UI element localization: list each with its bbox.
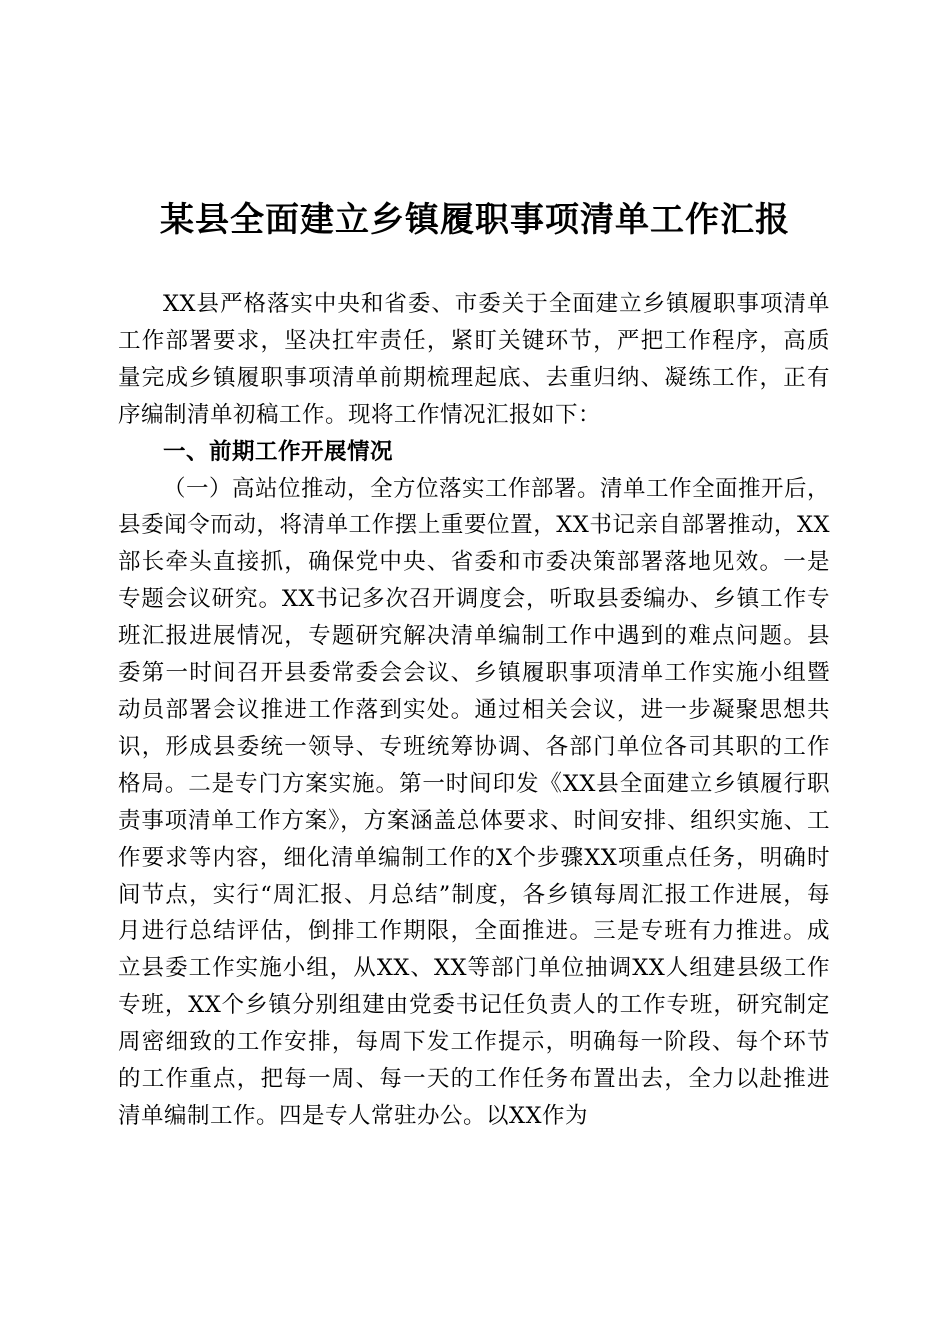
section-paragraph: （一）高站位推动，全方位落实工作部署。清单工作全面推开后，县委闻令而动，将清单工作摆上重要位置，XX书记亲自部署推动，XX部长牵头直接抓，确保党中央、省委和市委决策部署落地见效。一是专题会议研究。XX书记多次召开调度会，听取县委编办、乡镇工作专班汇报进展情况，专题研究解决清单编制工作中遇到的难点问题。县委第一时间召开县委常委会会议、乡镇履职事项清单工作实施小组暨动员部署会议推进工作落到实处。通过相关会议，进一步凝聚思想共识，形成县委统一领导、专班统筹协调、各部门单位各司其职的工作格局。二是专门方案实施。第一时间印发《XX县全面建立乡镇履行职责事项清单工作方案》，方案涵盖总体要求、时间安排、组织实施、工作要求等内容，细化清单编制工作的X个步骤XX项重点任务，明确时间节点，实行“周汇报、月总结”制度，各乡镇每周汇报工作进展，每月进行总结评估，倒排工作期限，全面推进。三是专班有力推进。成立县委工作实施小组，从XX、XX等部门单位抽调XX人组建县级工作专班，XX个乡镇分别组建由党委书记任负责人的工作专班，研究制定周密细致的工作安排，每周下发工作提示，明确每一阶段、每个环节的工作重点，把每一周、每一天的工作任务布置出去，全力以赴推进清单编制工作。四是专人常驻办公。以XX作为 [118,475,831,1129]
document-body [118,286,830,1135]
document-title: 某县全面建立乡镇履职事项清单工作汇报 [160,200,790,240]
section-heading: 一、前期工作开展情况 [163,438,394,465]
intro-paragraph: XX县严格落实中央和省委、市委关于全面建立乡镇履职事项清单工作部署要求，坚决扛牢责任，紧盯关键环节，严把工作程序，高质量完成乡镇履职事项清单前期梳理起底、去重归纳、凝练工作，正有序编制清单初稿工作。现将工作情况汇报如下： [118,291,830,428]
